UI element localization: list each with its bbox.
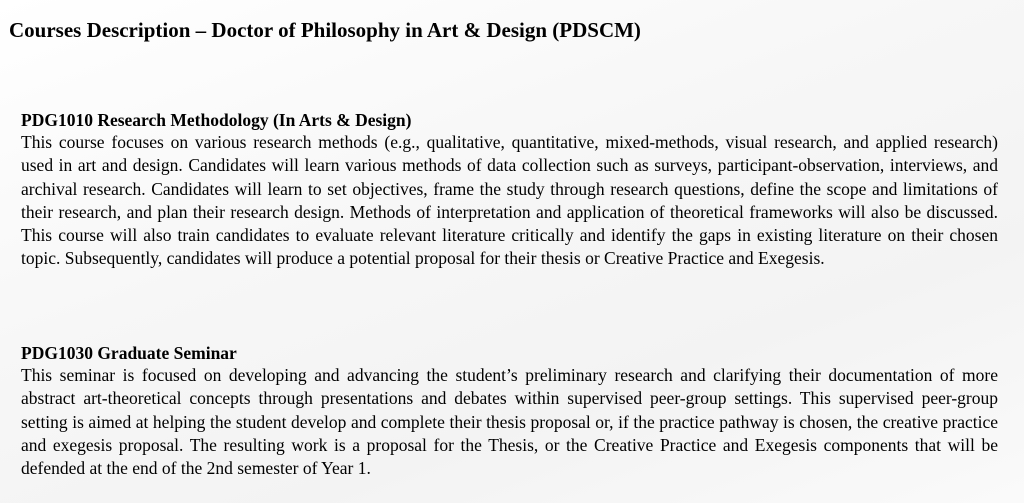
- course-description: This seminar is focused on developing and advancing the student’s preliminary research and clarifying their documentation of more abstract art-theoretical concepts through presentations and debates within supervised peer-group settings. This supervised peer-group setting is aimed at helping the student develop and complete their thesis proposal or, if the practice pathway is chosen, the creative practice and exegesis proposal. The resulting work is a proposal for the Thesis, or the Creative Practice and Exegesis components that will be defended at the end of the 2nd semester of Year 1.: [21, 365, 998, 479]
- document-title: Courses Description – Doctor of Philosophy in Art & Design (PDSCM): [9, 18, 641, 42]
- course-heading: PDG1010 Research Methodology (In Arts & Design): [21, 110, 412, 130]
- course-section-pdg1010: [21, 109, 998, 271]
- course-heading: PDG1030 Graduate Seminar: [21, 343, 237, 363]
- course-description: This course focuses on various research methods (e.g., qualitative, quantitative, mixed-methods, visual research, and applied research) used in art and design. Candidates will learn various methods of data collection such as surveys, participant-observation, interviews, and archival research. Candidates will learn to set objectives, frame the study through research questions, define the scope and limitations of their research, and plan their research design. Methods of interpretation and application of theoretical frameworks will also be discussed. This course will also train candidates to evaluate relevant literature critically and identify the gaps in existing literature on their chosen topic. Subsequently, candidates will produce a potential proposal for their thesis or Creative Practice and Exegesis.: [21, 132, 998, 269]
- course-section-pdg1030: [21, 342, 998, 480]
